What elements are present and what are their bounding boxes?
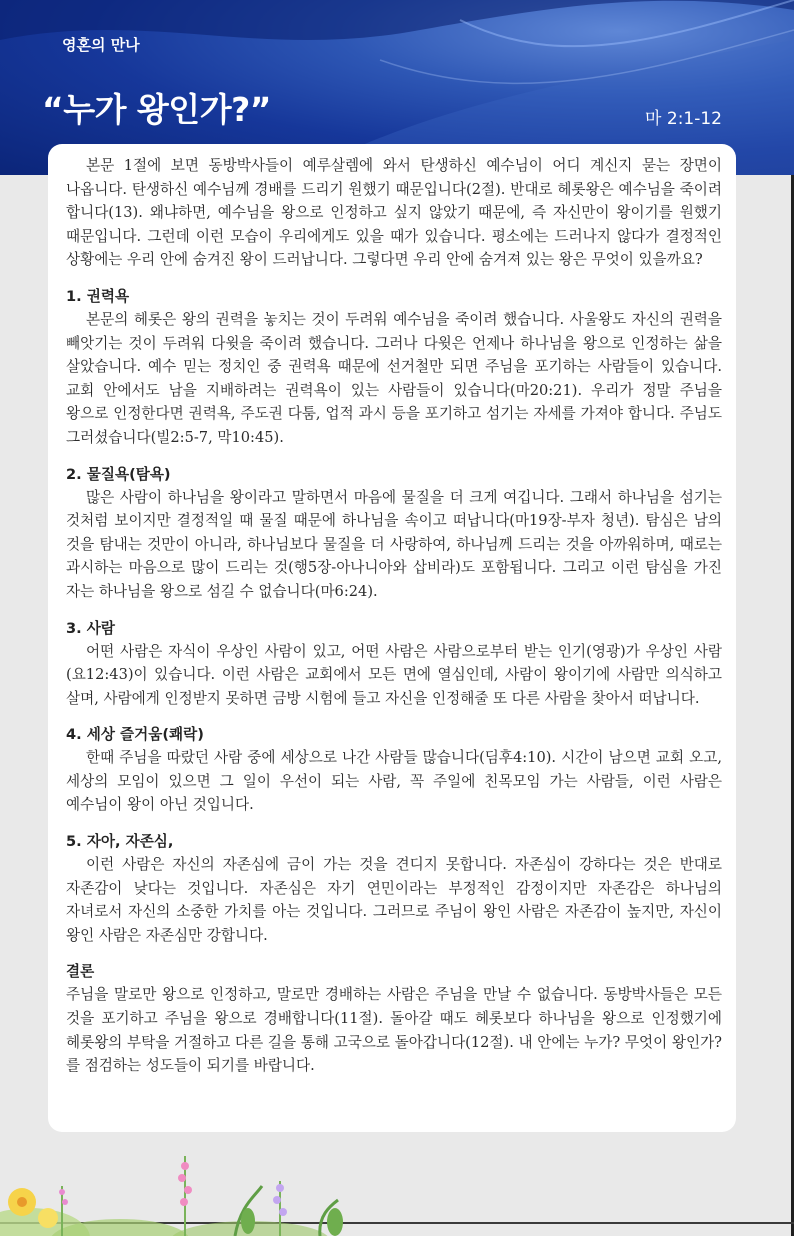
section-label: 영혼의 만나 <box>62 36 140 54</box>
scripture-reference: 마 2:1-12 <box>645 109 722 129</box>
section-body: 많은 사람이 하나님을 왕이라고 말하면서 마음에 물질을 더 크게 여깁니다. 그래서 하나님을 섬기는 것처럼 보이지만 결정적일 때 물질 때문에 하나님을 속이고 떠납니다(마19장-부자 청년). 탐심은 남의 것을 탐내는 것만이 아니라, 하나님보다 물질을 더 사랑하여, 하나님께 드리는 것을 아까워하며, 때로는 과시하는 마음으로 많이 드리는 것(행5장-아나니아와 삽비라)도 포함됩니다. 그리고 이런 탐심을 가진 자는 하나님을 왕으로 섬길 수 없습니다(마6:24). <box>66 488 722 600</box>
section-body: 이런 사람은 자신의 자존심에 금이 가는 것을 견디지 못합니다. 자존심이 강하다는 것은 반대로 자존감이 낮다는 것입니다. 자존심은 자기 연민이라는 부정적인 감정이지만 자존감은 하나님의 자녀로서 자신의 소중한 가치를 아는 것입니다. 그러므로 주님이 왕인 사람은 자존감이 높지만, 자신이 왕인 사람은 자존심만 강합니다. <box>66 856 722 944</box>
section-pleasure <box>66 724 722 817</box>
page-title: “누가 왕인가?” <box>42 90 271 129</box>
section-people <box>66 618 722 711</box>
section-greed <box>66 464 722 604</box>
section-body: 어떤 사람은 자식이 우상인 사람이 있고, 어떤 사람은 사람으로부터 받는 인기(영광)가 우상인 사람(요12:43)이 있습니다. 이런 사람은 교회에서 모든 면에 열심인데, 사람이 왕이기에 사람만 의식하고 살며, 사람에게 인정받지 못하면 금방 시험에 들고 자신을 인정해줄 또 다른 사람을 찾아서 떠납니다. <box>66 642 722 707</box>
section-ego <box>66 831 722 947</box>
section-body: 본문의 헤롯은 왕의 권력을 놓치는 것이 두려워 예수님을 죽이려 했습니다. 사울왕도 자신의 권력을 빼앗기는 것이 두려워 다윗을 죽이려 했습니다. 그러나 다윗은 언제나 하나님을 왕으로 인정하는 삶을 살았습니다. 예수 믿는 정치인 중 권력욕 때문에 선거철만 되면 주님을 포기하는 사람들이 있습니다. 교회 안에서도 남을 지배하려는 권력욕이 있는 사람들이 있습니다(마20:21). 우리가 정말 주님을 왕으로 인정한다면 권력욕, 주도권 다툼, 업적 과시 등을 포기하고 섬기는 자세를 가져야 합니다. 주님도 그러셨습니다(빌2:5-7, 막10:45). <box>66 310 722 446</box>
flower-decoration <box>0 1126 360 1236</box>
section-body: 한때 주님을 따랐던 사람 중에 세상으로 나간 사람들 많습니다(딤후4:10). 시간이 남으면 교회 오고, 세상의 모임이 있으면 그 일이 우선이 되는 사람, 꼭 주일에 친목모임 가는 사람들, 이런 사람은 예수님이 왕이 아닌 것입니다. <box>66 749 722 814</box>
section-heading: 3. 사람 <box>66 619 115 637</box>
conclusion-heading: 결론 <box>66 963 95 981</box>
section-heading: 2. 물질욕(탐욕) <box>66 465 171 483</box>
section-heading: 5. 자아, 자존심, <box>66 833 174 851</box>
section-heading: 1. 권력욕 <box>66 287 130 305</box>
article-card <box>48 144 736 1132</box>
conclusion-body: 주님을 말로만 왕으로 인정하고, 말로만 경배하는 사람은 주님을 만날 수 없습니다. 동방박사들은 모든 것을 포기하고 주님을 왕으로 경배합니다(11절). 돌아갈 때도 헤롯보다 하나님을 왕으로 인정했기에 헤롯왕의 부탁을 거절하고 다른 길을 통해 고국으로 돌아갑니다(12절). 내 안에는 누가? 무엇이 왕인가? 를 점검하는 성도들이 되기를 바랍니다. <box>66 986 722 1075</box>
intro-paragraph: 본문 1절에 보면 동방박사들이 예루살렘에 와서 탄생하신 예수님이 어디 계신지 묻는 장면이 나옵니다. 탄생하신 예수님께 경배를 드리기 원했기 때문입니다(2절). 반대로 헤롯왕은 예수님을 죽이려 합니다(13). 왜냐하면, 예수님을 왕으로 인정하고 싶지 않았기 때문에, 즉 자신만이 왕이기를 원했기 때문입니다. 그런데 이런 모습이 우리에게도 있을 때가 있습니다. 평소에는 드러나지 않다가 결정적인 상황에는 우리 안에 숨겨진 왕이 드러납니다. 그렇다면 우리 안에 숨겨져 있는 왕은 무엇이 있을까요? <box>66 157 722 269</box>
section-conclusion <box>66 961 722 1077</box>
section-heading: 4. 세상 즐거움(쾌락) <box>66 726 204 744</box>
section-power <box>66 286 722 450</box>
